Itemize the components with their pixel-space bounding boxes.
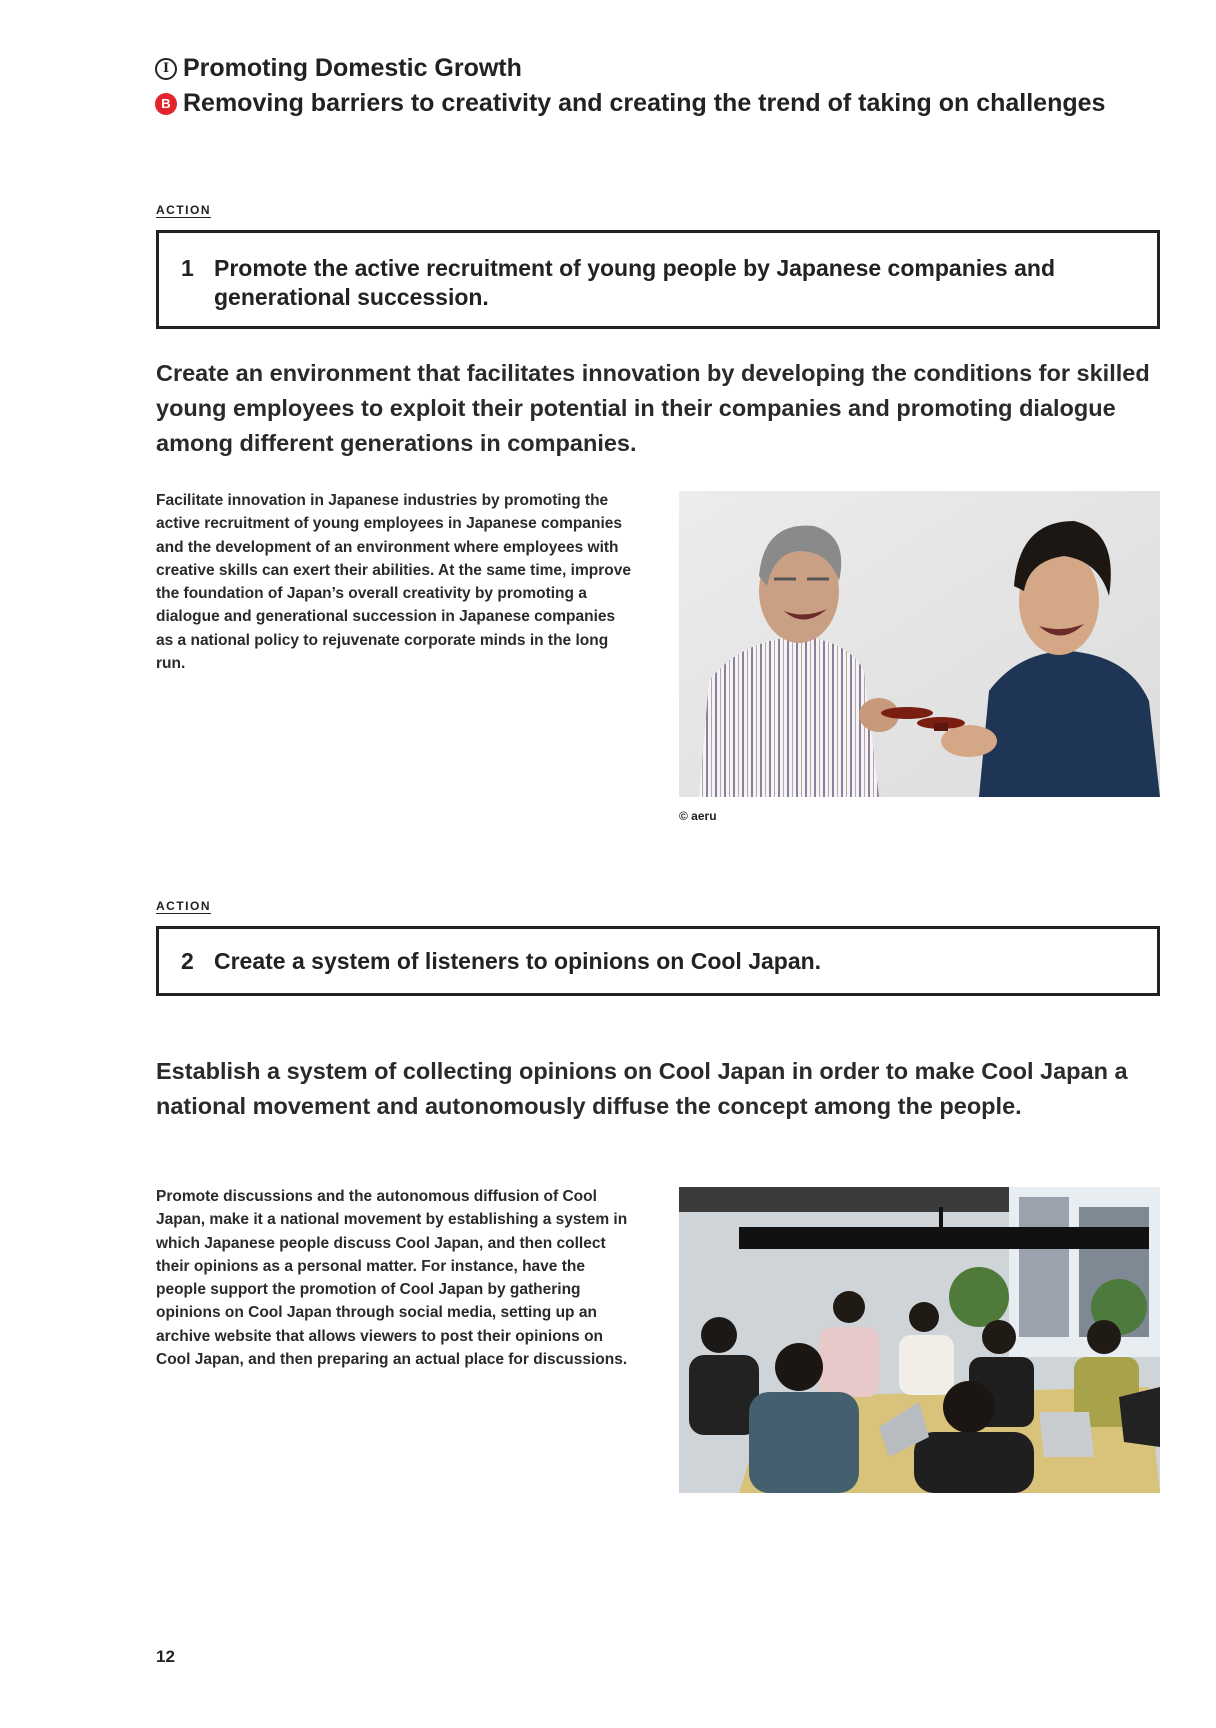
- section-title: Promoting Domestic Growth: [183, 54, 522, 82]
- action-2-label: ACTION: [156, 899, 211, 913]
- page-number: 12: [156, 1647, 175, 1666]
- action-1-label: ACTION: [156, 203, 211, 217]
- subsection-title: Removing barriers to creativity and creating the trend of taking on challenges: [183, 89, 1106, 117]
- action-1-photo-caption: © aeru: [679, 809, 717, 823]
- subsection-heading: [155, 89, 1105, 118]
- action-2-photo: [679, 1187, 1160, 1493]
- action-1-body: Facilitate innovation in Japanese industries by promoting the active recruitment of young employees in Japanese companies and the development of an environment where employees with creative skills can exert their abilities. At the same time, improve the foundation of Japan’s overall creativity by promoting a dialogue and generational succession in Japanese companies as a national policy to rejuvenate corporate minds in the long run.: [156, 492, 631, 673]
- subsection-badge-icon: B: [155, 93, 177, 115]
- section-heading: [155, 54, 522, 83]
- action-1-photo: [679, 491, 1160, 797]
- action-2-lead: Establish a system of collecting opinions on Cool Japan in order to make Cool Japan a national movement and autonomously diffuse the concept among the people.: [156, 1058, 1128, 1119]
- action-1-box: [156, 230, 1160, 329]
- action-2-title: Create a system of listeners to opinions on Cool Japan.: [214, 948, 822, 974]
- action-2-box: [156, 926, 1160, 996]
- photo-two-men-toasting: [679, 491, 1160, 797]
- action-1-number: 1: [181, 255, 194, 281]
- photo-meeting-room: [679, 1187, 1160, 1493]
- section-badge-icon: I: [155, 58, 177, 80]
- action-2-body: Promote discussions and the autonomous diffusion of Cool Japan, make it a national movement by establishing a system in which Japanese people discuss Cool Japan, and then collect their opinions as a personal matter. For instance, have the people support the promotion of Cool Japan by gathering opinions on Cool Japan through social media, setting up an archive website that allows viewers to post their opinions on Cool Japan, and then preparing an actual place for discussions.: [156, 1188, 628, 1369]
- action-1-title: Promote the active recruitment of young people by Japanese companies and generational succession.: [214, 255, 1055, 310]
- action-1-lead: Create an environment that facilitates innovation by developing the conditions for skilled young employees to exploit their potential in their companies and promoting dialogue among different generations in companies.: [156, 360, 1150, 456]
- action-2-number: 2: [181, 948, 194, 974]
